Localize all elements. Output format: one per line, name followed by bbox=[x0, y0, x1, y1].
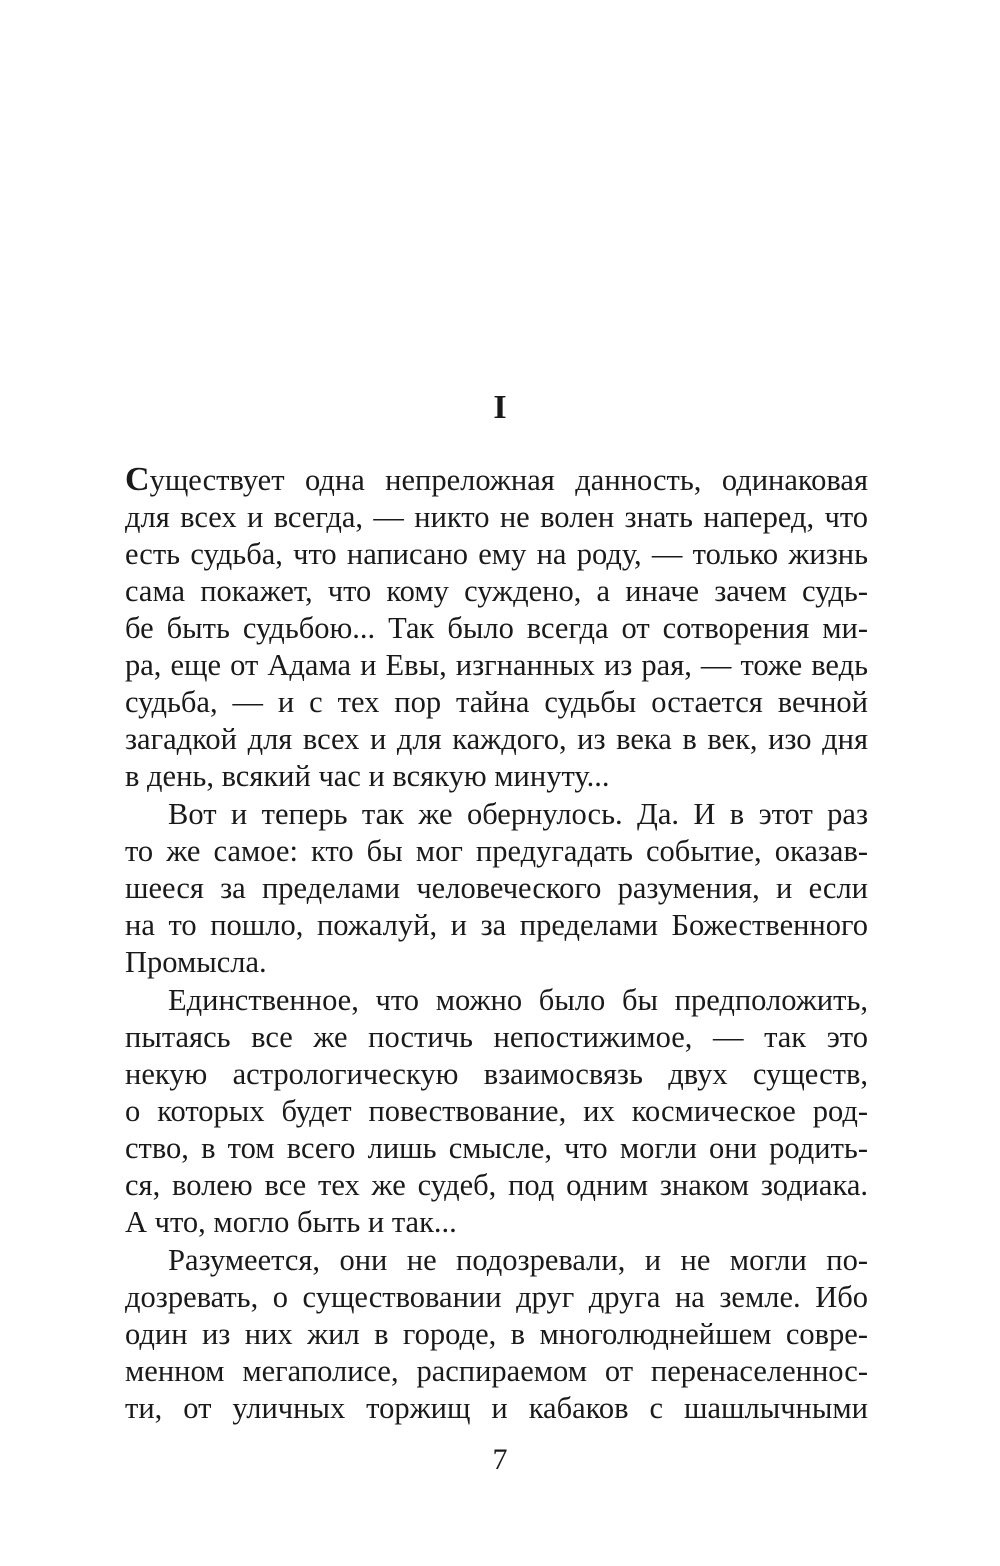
text-line: А что, могло быть и так... bbox=[125, 1205, 457, 1239]
text-line: шееся за пределами человеческого разумения, и если bbox=[125, 871, 868, 905]
text-line: о которых будет повествование, их космическое род- bbox=[125, 1094, 868, 1128]
text-line: Разумеется, они не подозревали, и не могли по- bbox=[168, 1243, 868, 1277]
text-line: пытаясь все же постичь непостижимое, — так это bbox=[125, 1020, 868, 1054]
text-line: Существует одна непреложная данность, одинаковая bbox=[125, 461, 868, 498]
text-line: бе быть судьбою... Так было всегда от сотворения ми- bbox=[125, 611, 868, 645]
text-line: сама покажет, что кому суждено, а иначе зачем судь- bbox=[125, 574, 868, 608]
page-number: 7 bbox=[492, 1443, 508, 1476]
text-line: ство, в том всего лишь смысле, что могли они родить- bbox=[125, 1131, 868, 1165]
text-line: Промысла. bbox=[125, 945, 267, 979]
text-line: загадкой для всех и для каждого, из века в век, изо дня bbox=[125, 722, 868, 756]
text-line: то же самое: кто бы мог предугадать событие, оказав- bbox=[125, 834, 868, 868]
text-line: Вот и теперь так же обернулось. Да. И в этот раз bbox=[168, 797, 868, 831]
text-line: дозревать, о существовании друг друга на земле. Ибо bbox=[125, 1280, 868, 1314]
text-line: менном мегаполисе, распираемом от перенаселеннос- bbox=[125, 1354, 868, 1388]
text-line: на то пошло, пожалуй, и за пределами Божественного bbox=[125, 908, 868, 942]
text-line: ся, волею все тех же судеб, под одним знаком зодиака. bbox=[125, 1168, 868, 1202]
text-line: ти, от уличных торжищ и кабаков с шашлычными bbox=[125, 1391, 868, 1425]
text-line: есть судьба, что написано ему на роду, — только жизнь bbox=[125, 537, 868, 571]
chapter-numeral: I bbox=[493, 389, 507, 426]
text-line: для всех и всегда, — никто не волен знать наперед, что bbox=[125, 500, 868, 534]
text-line: Единственное, что можно было бы предположить, bbox=[168, 983, 868, 1017]
text-line: судьба, — и с тех пор тайна судьбы остается вечной bbox=[125, 685, 868, 719]
text-line: один из них жил в городе, в многолюднейшем совре- bbox=[125, 1317, 868, 1351]
text-line: некую астрологическую взаимосвязь двух существ, bbox=[125, 1057, 868, 1091]
drop-cap: С bbox=[125, 461, 150, 498]
text-line: ра, еще от Адама и Евы, изгнанных из рая, — тоже ведь bbox=[125, 648, 868, 682]
text-line: в день, всякий час и всякую минуту... bbox=[125, 759, 610, 793]
